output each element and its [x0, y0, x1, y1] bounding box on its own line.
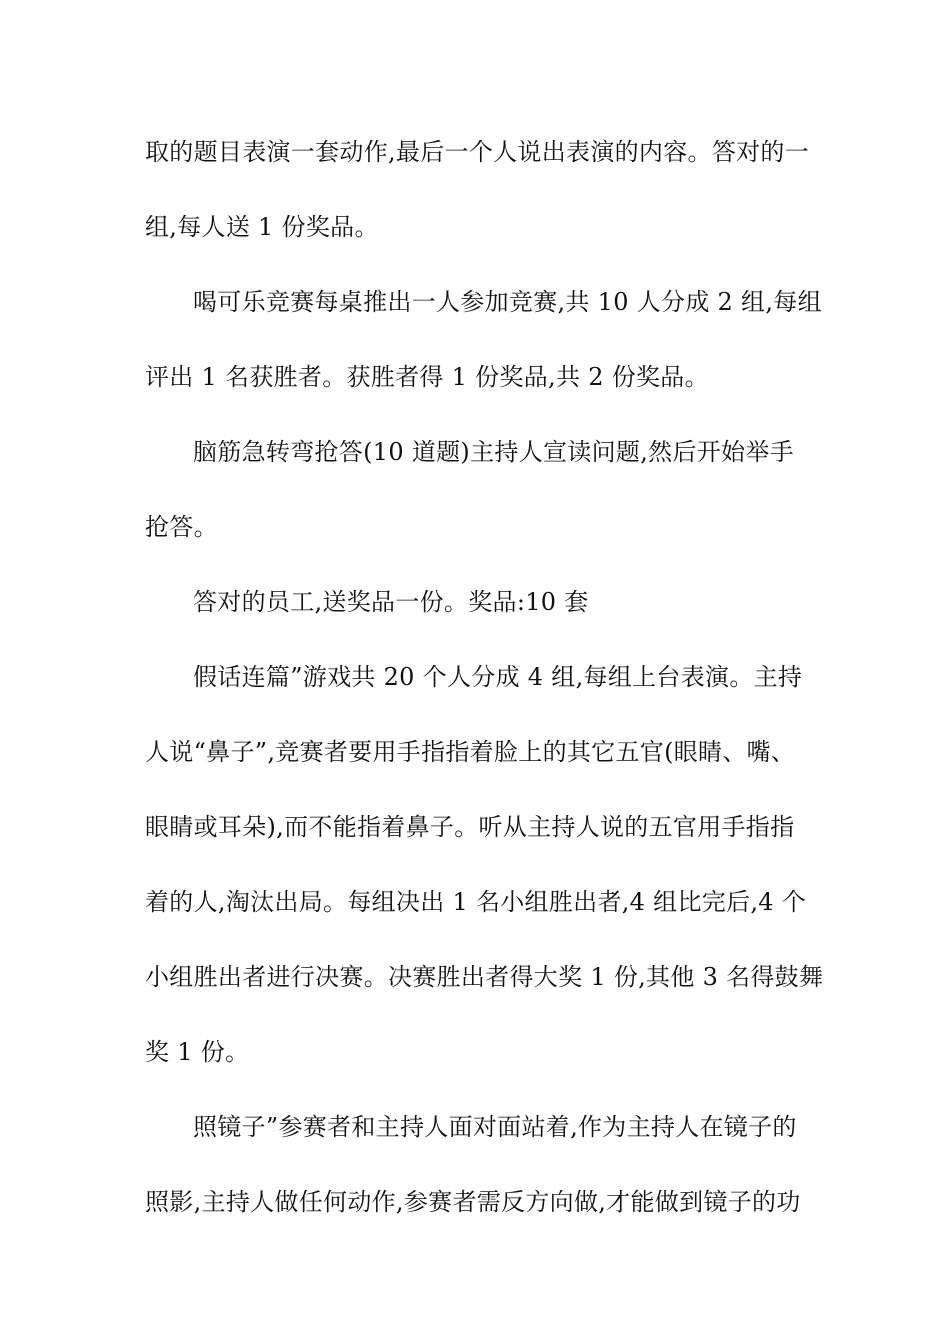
paragraph-start-line: 照镜子”参赛者和主持人面对面站着,作为主持人在镜子的	[193, 1113, 797, 1141]
text-line: 组,每人送 1 份奖品。	[145, 213, 379, 241]
paragraph-start-line: 假话连篇”游戏共 20 个人分成 4 组,每组上台表演。主持	[193, 663, 803, 691]
text-line: 人说“鼻子”,竞赛者要用手指指着脸上的其它五官(眼睛、嘴、	[145, 738, 796, 766]
text-line: 取的题目表演一套动作,最后一个人说出表演的内容。答对的一	[145, 138, 810, 166]
text-line: 抢答。	[145, 513, 218, 541]
paragraph-start-line: 答对的员工,送奖品一份。奖品:10 套	[193, 588, 589, 616]
paragraph-start-line: 脑筋急转弯抢答(10 道题)主持人宣读问题,然后开始举手	[193, 438, 794, 466]
text-line: 评出 1 名获胜者。获胜者得 1 份奖品,共 2 份奖品。	[145, 363, 709, 391]
text-line: 奖 1 份。	[145, 1038, 250, 1066]
text-line: 小组胜出者进行决赛。决赛胜出者得大奖 1 份,其他 3 名得鼓舞	[145, 963, 824, 991]
paragraph-start-line: 喝可乐竞赛每桌推出一人参加竞赛,共 10 人分成 2 组,每组	[193, 288, 822, 316]
text-line: 眼睛或耳朵),而不能指着鼻子。听从主持人说的五官用手指指	[145, 813, 795, 841]
text-line: 着的人,淘汰出局。每组决出 1 名小组胜出者,4 组比完后,4 个	[145, 888, 807, 916]
text-line: 照影,主持人做任何动作,参赛者需反方向做,才能做到镜子的功	[145, 1188, 801, 1216]
